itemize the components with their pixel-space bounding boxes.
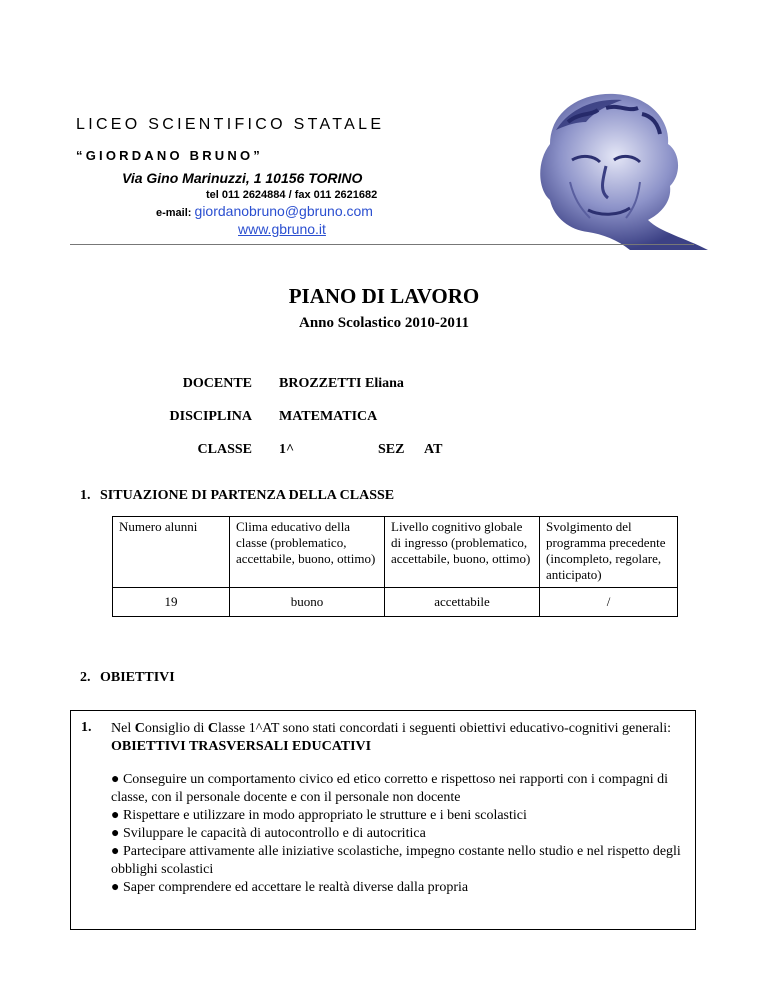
list-item: ● Sviluppare le capacità di autocontrollo e di autocritica bbox=[111, 826, 426, 841]
document-title: PIANO DI LAVORO bbox=[288, 284, 480, 308]
section-2-title: OBIETTIVI bbox=[100, 670, 175, 685]
website-link[interactable]: www.gbruno.it bbox=[238, 221, 326, 237]
sez-value: AT bbox=[424, 442, 443, 457]
school-phone: tel 011 2624884 / fax 011 2621682 bbox=[206, 189, 378, 201]
cell-clima: buono bbox=[230, 588, 385, 617]
cell-livello: accettabile bbox=[385, 588, 540, 617]
list-item: ● Conseguire un comportamento civico ed etico corretto e rispettoso nei rapporti con i compagni di classe, con il personale docente e con il personale non docente bbox=[111, 772, 669, 805]
table-row bbox=[113, 588, 678, 617]
section-2-heading bbox=[80, 670, 175, 686]
school-year: Anno Scolastico 2010-2011 bbox=[298, 315, 469, 331]
disciplina-label: DISCIPLINA bbox=[169, 409, 252, 424]
school-address: Via Gino Marinuzzi, 1 10156 TORINO bbox=[122, 170, 363, 186]
intro-bold-c1: C bbox=[134, 721, 145, 736]
header-cell-numero-alunni: Numero alunni bbox=[113, 517, 230, 588]
cell-svolgimento: / bbox=[540, 588, 678, 617]
statue-head-image bbox=[510, 82, 722, 252]
intro-bold-c2: C bbox=[207, 721, 218, 736]
header-cell-livello: Livello cognitivo globale di ingresso (problematico, accettabile, buono, ottimo) bbox=[385, 517, 540, 588]
objectives-intro bbox=[111, 720, 686, 756]
intro-bold-heading: OBIETTIVI TRASVERSALI EDUCATIVI bbox=[111, 739, 372, 754]
section-1-title: SITUAZIONE DI PARTENZA DELLA CLASSE bbox=[100, 488, 395, 503]
section-2-number: 2. bbox=[80, 670, 91, 685]
header-divider bbox=[70, 244, 694, 245]
intro-text-1: Nel bbox=[111, 721, 135, 736]
email-link[interactable]: giordanobruno@gbruno.com bbox=[194, 203, 373, 219]
classe-label: CLASSE bbox=[197, 442, 252, 457]
section-1-heading bbox=[80, 488, 394, 504]
header-cell-clima: Clima educativo della classe (problematico, accettabile, buono, ottimo) bbox=[230, 517, 385, 588]
table-header-row bbox=[113, 517, 678, 588]
email-label: e-mail: bbox=[156, 207, 192, 219]
list-item: ● Partecipare attivamente alle iniziative scolastiche, impegno costante nello studio e nel rispetto degli obblighi scolastici bbox=[111, 844, 681, 877]
section-1-number: 1. bbox=[80, 488, 91, 503]
class-situation-table bbox=[112, 516, 678, 617]
list-item: ● Saper comprendere ed accettare le realtà diverse dalla propria bbox=[111, 880, 469, 895]
cell-numero-alunni: 19 bbox=[113, 588, 230, 617]
disciplina-value: MATEMATICA bbox=[279, 409, 378, 424]
objectives-number: 1. bbox=[81, 720, 92, 735]
classe-value: 1^ bbox=[279, 442, 295, 457]
docente-value: BROZZETTI Eliana bbox=[279, 376, 404, 391]
intro-text-2: onsiglio di bbox=[144, 721, 208, 736]
docente-label: DOCENTE bbox=[182, 376, 252, 391]
intro-text-3: lasse 1^AT sono stati concordati i seguenti obiettivi educativo-cognitivi generali: bbox=[217, 721, 672, 736]
sez-label: SEZ bbox=[378, 442, 405, 457]
school-subtitle: “GIORDANO BRUNO” bbox=[76, 148, 263, 163]
header-cell-svolgimento: Svolgimento del programma precedente (incompleto, regolare, anticipato) bbox=[540, 517, 678, 588]
list-item: ● Rispettare e utilizzare in modo appropriato le strutture e i beni scolastici bbox=[111, 808, 527, 823]
email-line bbox=[156, 203, 373, 219]
objectives-list bbox=[111, 771, 686, 897]
school-name: LICEO SCIENTIFICO STATALE bbox=[76, 116, 385, 133]
